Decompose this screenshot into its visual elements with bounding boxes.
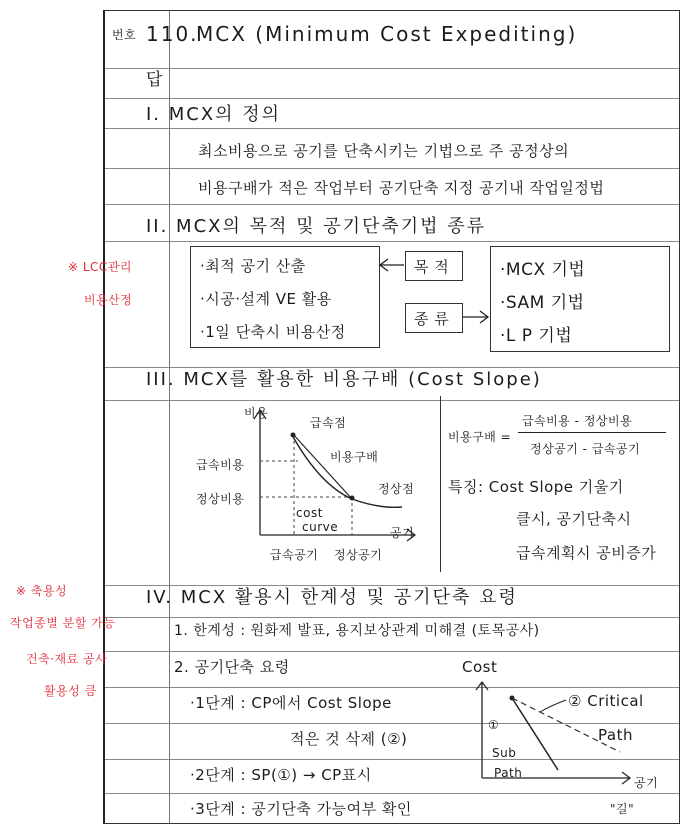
question-number: 110. bbox=[146, 22, 199, 46]
step-line: ·3단계 : 공기단축 가능여부 확인 bbox=[190, 800, 412, 818]
formula-lhs: 비용구배 = bbox=[448, 430, 512, 444]
margin-note: ※ LCC관리 bbox=[68, 260, 132, 274]
cost-axis-label: Cost bbox=[462, 658, 498, 676]
sub-number: ① bbox=[488, 718, 500, 732]
margin-note: 건축·재료 공사 bbox=[26, 652, 108, 666]
slope-label: 비용구배 bbox=[330, 450, 379, 464]
feature-line: 특징: Cost Slope 기울기 bbox=[448, 478, 624, 496]
fraction-bar bbox=[518, 432, 666, 433]
section-heading: IV. MCX 활용시 한계성 및 공기단축 요령 bbox=[146, 587, 518, 608]
number-label: 번호 bbox=[112, 28, 137, 42]
section-heading: I. MCX의 정의 bbox=[146, 104, 282, 125]
question-title: MCX (Minimum Cost Expediting) bbox=[196, 22, 578, 46]
normal-cost-label: 정상비용 bbox=[196, 492, 245, 506]
x-sub-label: "길" bbox=[610, 802, 635, 816]
types-label: 종 류 bbox=[414, 310, 450, 328]
crash-cost-label: 급속비용 bbox=[196, 458, 245, 472]
path-label: Path bbox=[598, 726, 633, 744]
section-heading: III. MCX를 활용한 비용구배 (Cost Slope) bbox=[146, 369, 542, 390]
type-item: ·MCX 기법 bbox=[500, 260, 586, 280]
purpose-item: ·최적 공기 산출 bbox=[200, 257, 306, 275]
critical-path-graph bbox=[470, 660, 670, 825]
purpose-label: 목 적 bbox=[414, 258, 450, 276]
type-item: ·SAM 기법 bbox=[500, 293, 585, 313]
tips-title: 2. 공기단축 요령 bbox=[174, 658, 290, 676]
purpose-item: ·1일 단축시 비용산정 bbox=[200, 323, 346, 341]
crash-point-label: 급속점 bbox=[310, 416, 347, 430]
x-axis-label: 공기 bbox=[634, 776, 659, 790]
x-axis-label: 공기 bbox=[390, 526, 415, 540]
limit-line: 1. 한계성 : 원화제 발표, 용지보상관계 미해결 (토목공사) bbox=[174, 623, 540, 639]
crash-time-label: 급속공기 bbox=[270, 548, 319, 562]
step-line: 적은 것 삭제 (②) bbox=[290, 730, 408, 748]
formula-numerator: 급속비용 - 정상비용 bbox=[522, 414, 633, 428]
margin-note: ※ 축용성 bbox=[16, 584, 68, 598]
step-line: ·2단계 : SP(①) → CP표시 bbox=[190, 766, 372, 784]
purpose-item: ·시공·설계 VE 활용 bbox=[200, 290, 332, 308]
margin-note: 비용산정 bbox=[84, 293, 133, 307]
sub-path-label: Path bbox=[494, 766, 523, 780]
answer-label: 답 bbox=[146, 70, 165, 90]
critical-label: ② Critical bbox=[568, 692, 644, 710]
type-item: ·L P 기법 bbox=[500, 326, 573, 346]
step-line: ·1단계 : CP에서 Cost Slope bbox=[190, 694, 392, 712]
sub-label: Sub bbox=[492, 746, 517, 760]
definition-line: 최소비용으로 공기를 단축시키는 기법으로 주 공정상의 bbox=[198, 142, 570, 160]
normal-time-label: 정상공기 bbox=[334, 548, 383, 562]
margin-note: 활용성 큼 bbox=[44, 684, 97, 698]
y-axis-label: 비용 bbox=[244, 406, 269, 420]
feature-line: 급속계획시 공비증가 bbox=[516, 544, 657, 562]
margin-note: 작업종별 분할 가능 bbox=[10, 616, 116, 630]
section-heading: II. MCX의 목적 및 공기단축기법 종류 bbox=[146, 216, 487, 237]
feature-line: 클시, 공기단축시 bbox=[516, 510, 632, 528]
formula-denominator: 정상공기 - 급속공기 bbox=[530, 442, 641, 456]
normal-point-label: 정상점 bbox=[378, 482, 415, 496]
curve-label: cost bbox=[296, 506, 323, 520]
definition-line: 비용구배가 적은 작업부터 공기단축 지정 공기내 작업일정법 bbox=[198, 179, 605, 197]
curve-label: curve bbox=[302, 520, 339, 534]
